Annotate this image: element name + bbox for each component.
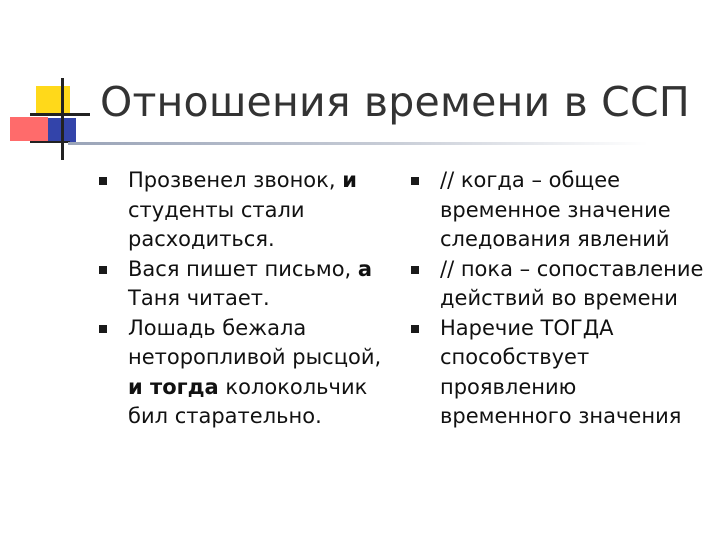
left-bullet-list: [96, 166, 396, 432]
bullet-icon: [411, 325, 419, 333]
bullet-icon: [99, 177, 107, 185]
slide-title: Отношения времени в ССП: [100, 78, 690, 126]
title-underline: [68, 142, 648, 145]
bullet-icon: [99, 266, 107, 274]
right-bullet-list: [408, 166, 708, 432]
logo-horizontal-line: [30, 113, 90, 116]
list-item: [96, 255, 396, 314]
item-text: Таня читает.: [128, 286, 270, 310]
item-text: Наречие ТОГДА способствует проявлению временного значения: [440, 315, 682, 428]
logo-horizontal-line-short: [30, 141, 70, 143]
logo-vertical-line: [61, 78, 64, 160]
bullet-icon: [411, 177, 419, 185]
bullet-icon: [411, 266, 419, 274]
item-text: // когда – общее временное значение следования явлений: [440, 168, 671, 251]
logo-yellow-square: [36, 86, 70, 116]
item-conjunction: а: [357, 256, 373, 281]
logo-red-square: [10, 117, 48, 141]
item-text: // пока – сопоставление действий во времени: [440, 256, 704, 310]
list-item: [96, 314, 396, 432]
item-text: колокольчик бил старательно.: [128, 374, 368, 428]
list-item: [96, 166, 396, 255]
item-text: Вася пишет письмо,: [128, 256, 358, 281]
list-item: [408, 166, 708, 255]
item-conjunction: и: [342, 168, 357, 192]
item-text: Прозвенел звонок,: [128, 168, 343, 192]
bullet-icon: [99, 325, 107, 333]
item-text: студенты стали расходиться.: [128, 197, 305, 251]
item-text: Лошадь бежала неторопливой рысцой,: [128, 315, 382, 369]
list-item: [408, 255, 708, 314]
list-item: [408, 314, 708, 432]
item-conjunction: и тогда: [128, 374, 219, 399]
